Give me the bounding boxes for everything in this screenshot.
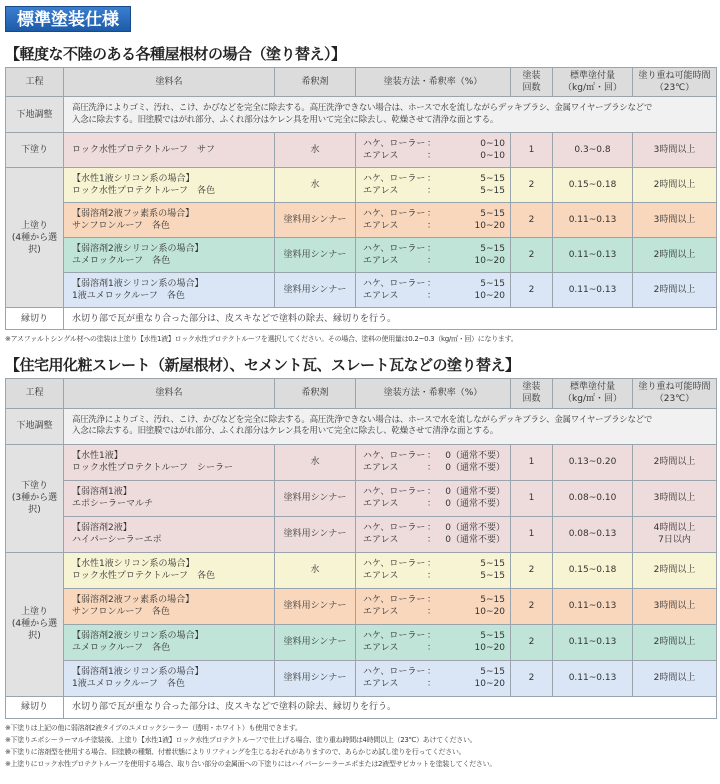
- table-row: [6, 168, 717, 203]
- recoat-time: 2時間以上: [633, 444, 717, 480]
- paint-name: 【弱溶剤1液シリコン系の場合】 1液ユメロックルーフ 各色: [64, 273, 275, 308]
- dilution-rate: 10~20: [474, 643, 505, 654]
- dilution-rate: 0（通常不要）: [445, 463, 505, 474]
- method-name: エアレス: [363, 463, 399, 474]
- dilution-rate: 10~20: [474, 679, 505, 690]
- method-grid: [357, 486, 509, 510]
- thinner: 塗料用シンナー: [275, 238, 356, 273]
- dilution-rate: 0~10: [480, 139, 505, 150]
- method-name: エアレス: [363, 256, 399, 267]
- column-header: 希釈剤: [275, 68, 356, 97]
- prep-row: [6, 97, 717, 133]
- method-grid: [357, 278, 509, 302]
- column-header: 塗装方法・希釈率（%）: [356, 379, 511, 408]
- paint-name: 【弱溶剤2液フッ素系の場合】 サンフロンルーフ 各色: [64, 588, 275, 624]
- separator: ：: [427, 666, 437, 677]
- dilution-rate: 0（通常不要）: [445, 486, 505, 497]
- prep-row: [6, 408, 717, 444]
- method-name: エアレス: [363, 571, 399, 582]
- footnote: ※下塗りは上記の他に弱溶剤2液タイプのユメロックシーラー（透明・ホワイト）も使用できます。: [5, 723, 302, 732]
- application-method: [356, 660, 511, 696]
- paint-name: 【弱溶剤1液シリコン系の場合】 1液ユメロックルーフ 各色: [64, 660, 275, 696]
- method-grid: [357, 594, 509, 618]
- dilution-rate: 5~15: [480, 186, 505, 197]
- section-heading: 【住宅用化粧スレート（新屋根材）、セメント瓦、スレート瓦などの塗り替え】: [5, 356, 520, 375]
- spec-table: [5, 67, 717, 330]
- separator: ：: [427, 643, 437, 654]
- method-name: エアレス: [363, 291, 399, 302]
- separator: ：: [427, 499, 437, 510]
- coverage: 0.08~0.13: [553, 516, 633, 552]
- thinner: 水: [275, 168, 356, 203]
- recoat-time: 3時間以上: [633, 480, 717, 516]
- edge-text: 水切り部で瓦が重なり合った部分は、皮スキなどで塗料の除去、縁切りを行う。: [64, 696, 717, 718]
- recoat-time: 2時間以上: [633, 168, 717, 203]
- separator: ：: [427, 291, 437, 302]
- application-method: [356, 552, 511, 588]
- coats: 1: [511, 480, 553, 516]
- method-name: ハケ、ローラー: [363, 558, 426, 569]
- separator: ：: [427, 244, 437, 255]
- method-grid: [357, 522, 509, 546]
- separator: ：: [427, 221, 437, 232]
- method-name: ハケ、ローラー: [363, 244, 426, 255]
- dilution-rate: 5~15: [480, 244, 505, 255]
- method-name: エアレス: [363, 679, 399, 690]
- separator: ：: [427, 522, 437, 533]
- dilution-rate: 0（通常不要）: [445, 522, 505, 533]
- table-row: [6, 444, 717, 480]
- coats: 2: [511, 660, 553, 696]
- thinner: 水: [275, 133, 356, 168]
- method-grid: [357, 173, 509, 197]
- paint-name: 【水性1液】 ロック水性プロテクトルーフ シーラー: [64, 444, 275, 480]
- thinner: 塗料用シンナー: [275, 480, 356, 516]
- recoat-time: 3時間以上: [633, 588, 717, 624]
- dilution-rate: 5~15: [480, 558, 505, 569]
- column-header: 塗り重ね可能時間 （23℃）: [633, 68, 717, 97]
- method-name: ハケ、ローラー: [363, 279, 426, 290]
- coats: 2: [511, 588, 553, 624]
- method-grid: [357, 138, 509, 162]
- dilution-rate: 0（通常不要）: [445, 499, 505, 510]
- separator: ：: [427, 607, 437, 618]
- thinner: 塗料用シンナー: [275, 624, 356, 660]
- recoat-time: 4時間以上 7日以内: [633, 516, 717, 552]
- method-name: エアレス: [363, 607, 399, 618]
- column-header: 塗料名: [64, 68, 275, 97]
- method-name: エアレス: [363, 151, 399, 162]
- paint-name: 【弱溶剤2液】 ハイパーシーラーエポ: [64, 516, 275, 552]
- application-method: [356, 273, 511, 308]
- process-label: 下塗り (3種から選択): [6, 444, 64, 552]
- process-label: 上塗り (4種から選択): [6, 168, 64, 308]
- table-row: [6, 203, 717, 238]
- dilution-rate: 5~15: [480, 630, 505, 641]
- separator: ：: [427, 486, 437, 497]
- method-name: ハケ、ローラー: [363, 486, 426, 497]
- method-name: ハケ、ローラー: [363, 139, 426, 150]
- paint-name: ロック水性プロテクトルーフ サフ: [64, 133, 275, 168]
- dilution-rate: 5~15: [480, 594, 505, 605]
- recoat-time: 3時間以上: [633, 203, 717, 238]
- method-name: エアレス: [363, 499, 399, 510]
- dilution-rate: 5~15: [480, 279, 505, 290]
- coats: 2: [511, 168, 553, 203]
- application-method: [356, 203, 511, 238]
- dilution-rate: 10~20: [474, 256, 505, 267]
- coats: 1: [511, 444, 553, 480]
- table-row: [6, 273, 717, 308]
- paint-name: 【弱溶剤2液フッ素系の場合】 サンフロンルーフ 各色: [64, 203, 275, 238]
- footnote: ※下塗りエポシーラーマルチ塗装後、上塗り【水性1液】ロック水性プロテクトルーフで仕上げる場合、塗り重ね時間は4時間以上（23℃）あけてください。: [5, 735, 477, 744]
- section-heading: 【軽度な不陸のある各種屋根材の場合（塗り替え）】: [5, 45, 346, 63]
- recoat-time: 2時間以上: [633, 624, 717, 660]
- column-header: 標準塗付量 （kg/㎡・回）: [553, 379, 633, 408]
- process-label: 下塗り: [6, 133, 64, 168]
- coverage: 0.11~0.13: [553, 588, 633, 624]
- dilution-rate: 0（通常不要）: [445, 450, 505, 461]
- dilution-rate: 10~20: [474, 221, 505, 232]
- header-row: [6, 68, 717, 97]
- column-header: 塗り重ね可能時間 （23℃）: [633, 379, 717, 408]
- paint-name: 【水性1液シリコン系の場合】 ロック水性プロテクトルーフ 各色: [64, 168, 275, 203]
- separator: ：: [427, 256, 437, 267]
- separator: ：: [427, 450, 437, 461]
- spec-table: [5, 378, 717, 718]
- table-row: [6, 552, 717, 588]
- method-grid: [357, 208, 509, 232]
- thinner: 塗料用シンナー: [275, 273, 356, 308]
- recoat-time: 2時間以上: [633, 552, 717, 588]
- page-title: 標準塗装仕様: [5, 6, 131, 32]
- prep-text: 高圧洗浄によりゴミ、汚れ、こけ、かびなどを完全に除去する。高圧洗浄できない場合は、ホースで水を流しながらデッキブラシ、金属ワイヤーブラシなどで 入念に除去する。旧塗膜ではがれ部分、ふくれ部分はケレン具を用いて完全に除去し、乾燥させて清浄な面とする。: [64, 97, 717, 133]
- application-method: [356, 444, 511, 480]
- method-name: ハケ、ローラー: [363, 666, 426, 677]
- coverage: 0.13~0.20: [553, 444, 633, 480]
- thinner: 塗料用シンナー: [275, 588, 356, 624]
- process-label: 下地調整: [6, 97, 64, 133]
- table-row: [6, 238, 717, 273]
- method-grid: [357, 243, 509, 267]
- application-method: [356, 133, 511, 168]
- method-name: エアレス: [363, 643, 399, 654]
- coverage: 0.15~0.18: [553, 552, 633, 588]
- dilution-rate: 10~20: [474, 291, 505, 302]
- process-label: 上塗り (4種から選択): [6, 552, 64, 696]
- dilution-rate: 5~15: [480, 209, 505, 220]
- footnote: ※アスファルトシングル材への塗装は上塗り【水性1液】ロック水性プロテクトルーフを選択してください。その場合、塗料の使用量は0.2~0.3（kg/㎡・回）になります。: [5, 335, 518, 344]
- thinner: 塗料用シンナー: [275, 516, 356, 552]
- thinner: 塗料用シンナー: [275, 660, 356, 696]
- coverage: 0.15~0.18: [553, 168, 633, 203]
- method-grid: [357, 450, 509, 474]
- coats: 2: [511, 624, 553, 660]
- paint-name: 【弱溶剤2液シリコン系の場合】 ユメロックルーフ 各色: [64, 238, 275, 273]
- recoat-time: 2時間以上: [633, 660, 717, 696]
- method-name: ハケ、ローラー: [363, 209, 426, 220]
- edge-text: 水切り部で瓦が重なり合った部分は、皮スキなどで塗料の除去、縁切りを行う。: [64, 308, 717, 330]
- column-header: 塗装 回数: [511, 379, 553, 408]
- coverage: 0.11~0.13: [553, 273, 633, 308]
- separator: ：: [427, 571, 437, 582]
- column-header: 希釈剤: [275, 379, 356, 408]
- column-header: 標準塗付量 （kg/㎡・回）: [553, 68, 633, 97]
- table-row: [6, 516, 717, 552]
- dilution-rate: 5~15: [480, 666, 505, 677]
- method-name: ハケ、ローラー: [363, 522, 426, 533]
- coverage: 0.08~0.10: [553, 480, 633, 516]
- header-row: [6, 379, 717, 408]
- method-name: ハケ、ローラー: [363, 630, 426, 641]
- separator: ：: [427, 594, 437, 605]
- separator: ：: [427, 279, 437, 290]
- separator: ：: [427, 558, 437, 569]
- dilution-rate: 5~15: [480, 571, 505, 582]
- dilution-rate: 0（通常不要）: [445, 535, 505, 546]
- separator: ：: [427, 630, 437, 641]
- content: [5, 44, 716, 770]
- method-name: エアレス: [363, 535, 399, 546]
- coverage: 0.11~0.13: [553, 203, 633, 238]
- edge-row: [6, 696, 717, 718]
- application-method: [356, 624, 511, 660]
- process-label: 縁切り: [6, 696, 64, 718]
- table-row: [6, 133, 717, 168]
- method-name: ハケ、ローラー: [363, 174, 426, 185]
- separator: ：: [427, 174, 437, 185]
- separator: ：: [427, 679, 437, 690]
- footnotes: [5, 333, 716, 345]
- separator: ：: [427, 186, 437, 197]
- coats: 2: [511, 273, 553, 308]
- application-method: [356, 238, 511, 273]
- table-row: [6, 624, 717, 660]
- separator: ：: [427, 209, 437, 220]
- method-grid: [357, 558, 509, 582]
- prep-text: 高圧洗浄によりゴミ、汚れ、こけ、かびなどを完全に除去する。高圧洗浄できない場合は、ホースで水を流しながらデッキブラシ、金属ワイヤーブラシなどで 入念に除去する。旧塗膜ではがれ部分、ふくれ部分はケレン具を用いて完全に除去し、乾燥させて清浄な面とする。: [64, 408, 717, 444]
- separator: ：: [427, 139, 437, 150]
- thinner: 水: [275, 444, 356, 480]
- table-row: [6, 588, 717, 624]
- coats: 1: [511, 133, 553, 168]
- column-header: 塗料名: [64, 379, 275, 408]
- process-label: 下地調整: [6, 408, 64, 444]
- footnote: ※下塗りに溶剤型を使用する場合、旧塗膜の種類、付着状態によりリフティングを生じるおそれがありますので、あらかじめ試し塗りを行ってください。: [5, 747, 466, 756]
- method-name: ハケ、ローラー: [363, 450, 426, 461]
- recoat-time: 2時間以上: [633, 273, 717, 308]
- coats: 2: [511, 552, 553, 588]
- coats: 2: [511, 203, 553, 238]
- column-header: 工程: [6, 68, 64, 97]
- paint-name: 【弱溶剤1液】 エポシーラーマルチ: [64, 480, 275, 516]
- separator: ：: [427, 151, 437, 162]
- coverage: 0.11~0.13: [553, 624, 633, 660]
- application-method: [356, 588, 511, 624]
- application-method: [356, 168, 511, 203]
- footnotes: [5, 722, 716, 770]
- dilution-rate: 10~20: [474, 607, 505, 618]
- method-grid: [357, 630, 509, 654]
- application-method: [356, 516, 511, 552]
- coats: 1: [511, 516, 553, 552]
- method-name: エアレス: [363, 221, 399, 232]
- separator: ：: [427, 535, 437, 546]
- thinner: 塗料用シンナー: [275, 203, 356, 238]
- separator: ：: [427, 463, 437, 474]
- edge-row: [6, 308, 717, 330]
- column-header: 塗装 回数: [511, 68, 553, 97]
- dilution-rate: 0~10: [480, 151, 505, 162]
- method-grid: [357, 666, 509, 690]
- paint-name: 【水性1液シリコン系の場合】 ロック水性プロテクトルーフ 各色: [64, 552, 275, 588]
- coats: 2: [511, 238, 553, 273]
- process-label: 縁切り: [6, 308, 64, 330]
- table-row: [6, 480, 717, 516]
- dilution-rate: 5~15: [480, 174, 505, 185]
- method-name: エアレス: [363, 186, 399, 197]
- column-header: 工程: [6, 379, 64, 408]
- recoat-time: 3時間以上: [633, 133, 717, 168]
- paint-name: 【弱溶剤2液シリコン系の場合】 ユメロックルーフ 各色: [64, 624, 275, 660]
- footnote: ※上塗りにロック水性プロテクトルーフを使用する場合、取り合い部分の金属面への下塗りにはハイパーシーラーエポまたは2液型サビカットを塗装してください。: [5, 759, 496, 768]
- coverage: 0.3~0.8: [553, 133, 633, 168]
- table-row: [6, 660, 717, 696]
- thinner: 水: [275, 552, 356, 588]
- method-name: ハケ、ローラー: [363, 594, 426, 605]
- column-header: 塗装方法・希釈率（%）: [356, 68, 511, 97]
- recoat-time: 2時間以上: [633, 238, 717, 273]
- coverage: 0.11~0.13: [553, 660, 633, 696]
- application-method: [356, 480, 511, 516]
- coverage: 0.11~0.13: [553, 238, 633, 273]
